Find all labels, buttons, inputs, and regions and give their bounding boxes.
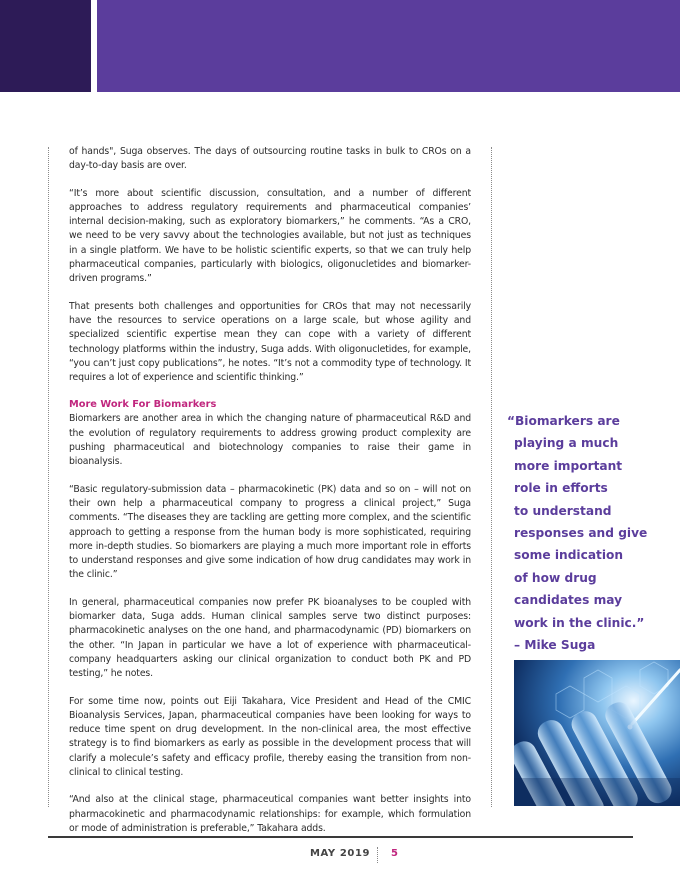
- paragraph: That presents both challenges and opportunities for CROs that may not necessarily have the resources to service operations on a large scale, but whose agility and specialized scientific expertise mean they can cope with a variety of different technology platforms within the industry, Suga adds. With oligonucletides, for example, “you can’t just copy publications”, he notes. “It’s not a commodity type of technology. It requires a lot of experience and scientific thinking.”: [69, 300, 471, 384]
- issue-date: MAY 2019: [310, 848, 371, 859]
- pull-quote-line: playing a much: [514, 436, 619, 451]
- footer-separator: [377, 847, 378, 863]
- paragraph: “And also at the clinical stage, pharmaceutical companies want better insights into pharmacokinetic and pharmacodynamic relationships: for example, which formulation or mode of administration is preferable,” Takahara adds.: [69, 794, 471, 834]
- pull-quote-attribution: – Mike Suga: [514, 638, 596, 653]
- pull-quote-line: of how drug: [514, 570, 597, 585]
- paragraph: For some time now, points out Eiji Takahara, Vice President and Head of the CMIC Bioanalysis Services, Japan, pharmaceutical companies have been looking for ways to reduce time spent on drug development. In the non-clinical area, the most effective strategy is to find biomarkers as early as possible in the development process that will clarify a molecule’s safety and efficacy profile, thereby easing the transition from non-clinical to clinical testing.: [69, 695, 471, 778]
- pull-quote-line: responses and give: [514, 526, 648, 541]
- pull-quote-line: “Biomarkers are: [507, 414, 620, 428]
- page-number: 5: [391, 848, 398, 859]
- paragraph: In general, pharmaceutical companies now prefer PK bioanalyses to be coupled with biomarker data, Suga adds. Human clinical samples serve two distinct purposes: pharmacokinetic analyses on the one hand, and pharmacodynamic (PD) biomarkers on the other. “In Japan in particular we have a lot of experience with pharmaceutical-company headquarters asking our clinical organization to conduct both PK and PD testing,” he notes.: [69, 596, 471, 680]
- pull-quote-line: more important: [514, 458, 623, 473]
- paragraph: of hands", Suga observes. The days of outsourcing routine tasks in bulk to CROs on a day-to-day basis are over.: [69, 146, 471, 172]
- page-footer: [0, 847, 680, 863]
- column-divider-left: [48, 147, 49, 807]
- pull-quote-line: role in efforts: [514, 481, 608, 496]
- lab-photo-illustration: [514, 660, 680, 806]
- article-body: [69, 145, 471, 849]
- column-divider-right: [491, 147, 492, 807]
- header-band-purple: [97, 0, 680, 92]
- pull-quote-line: some indication: [514, 548, 624, 563]
- section-subheading: More Work For Biomarkers: [69, 399, 217, 411]
- paragraph: “Basic regulatory-submission data – pharmacokinetic (PK) data and so on – will not on their own help a pharmaceutical company to progress a clinical project,” Suga comments. “The diseases they are tackling are getting more complex, and the scientific approach to getting a response from the human body is more sophisticated, requiring more in-depth studies. So biomarkers are playing a much more important role in efforts to understand responses and give some indication of how drug candidates may work in the clinic.”: [69, 483, 471, 581]
- footer-rule: [48, 836, 633, 838]
- pull-quote-line: candidates may: [514, 593, 623, 608]
- lab-test-tubes-photo: [514, 660, 680, 806]
- pull-quote: [507, 410, 677, 656]
- paragraph: “It’s more about scientific discussion, consultation, and a number of different approaches to address regulatory requirements and pharmaceutical companies’ internal decision-making, such as exploratory biomarkers,” he comments. “As a CRO, we need to be very savvy about the technologies available, but not just as techniques in a single platform. We have to be holistic scientific experts, so that we can truly help pharmaceutical companies, particularly with biologics, oligonucletides and biomarker-driven programs.”: [69, 187, 471, 285]
- header-band-dark: [0, 0, 91, 92]
- paragraph: Biomarkers are another area in which the changing nature of pharmaceutical R&D and the evolution of regulatory requirements to address growing product complexity are pushing pharmaceutical and biotechnology companies to raise their game in bioanalysis.: [69, 413, 471, 468]
- pull-quote-line: work in the clinic.”: [514, 615, 645, 630]
- pull-quote-line: to understand: [514, 503, 612, 518]
